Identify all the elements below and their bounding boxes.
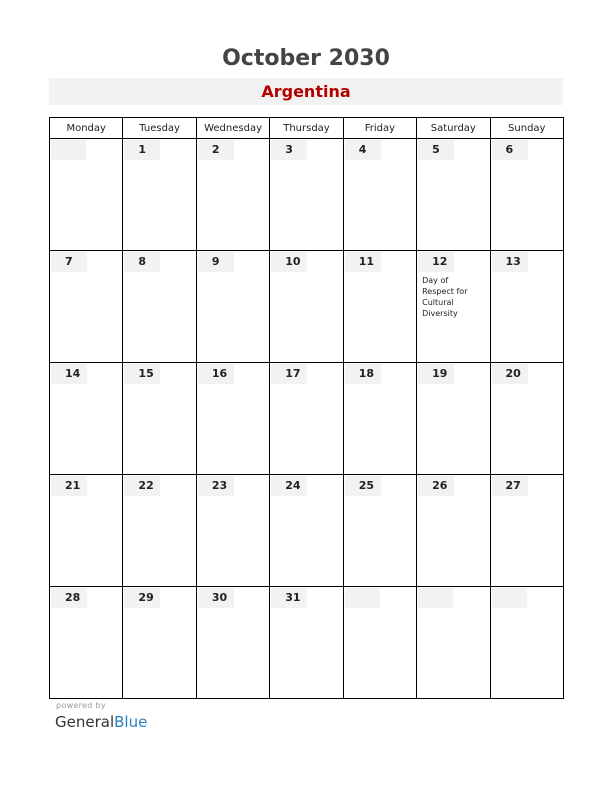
day-number: 5 [418, 140, 454, 160]
day-number: 28 [51, 588, 87, 608]
day-cell [417, 475, 490, 587]
country-name: Argentina [261, 82, 351, 101]
day-number: 16 [198, 364, 234, 384]
day-number: 9 [198, 252, 234, 272]
day-cell [490, 139, 563, 251]
day-cell [417, 251, 490, 363]
day-cell [270, 475, 343, 587]
day-cell [270, 587, 343, 699]
day-number: 18 [345, 364, 381, 384]
week-row [50, 363, 564, 475]
day-cell [50, 363, 123, 475]
day-cell [490, 475, 563, 587]
day-number: 12 [418, 252, 454, 272]
day-number: 14 [51, 364, 87, 384]
holiday-label: Day of Respect for Cultural Diversity [422, 276, 468, 318]
day-cell [490, 251, 563, 363]
day-cell [50, 251, 123, 363]
day-cell [343, 363, 416, 475]
powered-by-label: powered by [56, 701, 106, 710]
day-number: 21 [51, 476, 87, 496]
weekday-sunday: Sunday [490, 118, 563, 139]
day-cell [343, 587, 416, 699]
week-row [50, 475, 564, 587]
day-number: 8 [124, 252, 160, 272]
day-cell [196, 139, 269, 251]
day-cell [270, 139, 343, 251]
day-number: 3 [271, 140, 307, 160]
day-cell [50, 475, 123, 587]
day-number [345, 588, 380, 608]
day-cell [123, 475, 196, 587]
day-cell [343, 139, 416, 251]
day-number [418, 588, 453, 608]
day-cell [196, 251, 269, 363]
day-cell [50, 587, 123, 699]
weekday-tuesday: Tuesday [123, 118, 196, 139]
day-number: 1 [124, 140, 160, 160]
weekday-header-row [50, 118, 564, 139]
day-cell [270, 363, 343, 475]
day-number: 27 [492, 476, 528, 496]
calendar-grid [49, 117, 564, 699]
day-number: 2 [198, 140, 234, 160]
country-banner [49, 78, 563, 105]
day-number: 11 [345, 252, 381, 272]
day-cell [490, 587, 563, 699]
weekday-saturday: Saturday [417, 118, 490, 139]
day-number: 20 [492, 364, 528, 384]
day-number: 7 [51, 252, 87, 272]
day-cell [417, 587, 490, 699]
weekday-thursday: Thursday [270, 118, 343, 139]
week-row [50, 587, 564, 699]
day-cell [343, 475, 416, 587]
week-row [50, 139, 564, 251]
day-number: 25 [345, 476, 381, 496]
weekday-monday: Monday [50, 118, 123, 139]
brand-logo[interactable] [55, 713, 147, 731]
day-number: 24 [271, 476, 307, 496]
day-number [492, 588, 527, 608]
day-number: 15 [124, 364, 160, 384]
day-number: 29 [124, 588, 160, 608]
day-number: 31 [271, 588, 307, 608]
day-number: 10 [271, 252, 307, 272]
day-number: 26 [418, 476, 454, 496]
day-cell [196, 587, 269, 699]
day-cell [417, 139, 490, 251]
day-cell [50, 139, 123, 251]
brand-general: General [55, 713, 115, 731]
day-number: 19 [418, 364, 454, 384]
brand-blue: Blue [114, 713, 148, 731]
day-cell [490, 363, 563, 475]
week-row [50, 251, 564, 363]
day-cell [123, 251, 196, 363]
day-number: 13 [492, 252, 528, 272]
day-number [51, 140, 86, 160]
day-number: 30 [198, 588, 234, 608]
day-cell [343, 251, 416, 363]
weekday-friday: Friday [343, 118, 416, 139]
day-number: 22 [124, 476, 160, 496]
day-cell [123, 139, 196, 251]
day-number: 6 [492, 140, 528, 160]
day-number: 23 [198, 476, 234, 496]
day-number: 17 [271, 364, 307, 384]
day-cell [123, 363, 196, 475]
weekday-wednesday: Wednesday [196, 118, 269, 139]
page-title: October 2030 [222, 46, 390, 71]
day-cell [196, 363, 269, 475]
day-number: 4 [345, 140, 381, 160]
day-cell [270, 251, 343, 363]
day-cell [196, 475, 269, 587]
day-cell [417, 363, 490, 475]
day-cell [123, 587, 196, 699]
